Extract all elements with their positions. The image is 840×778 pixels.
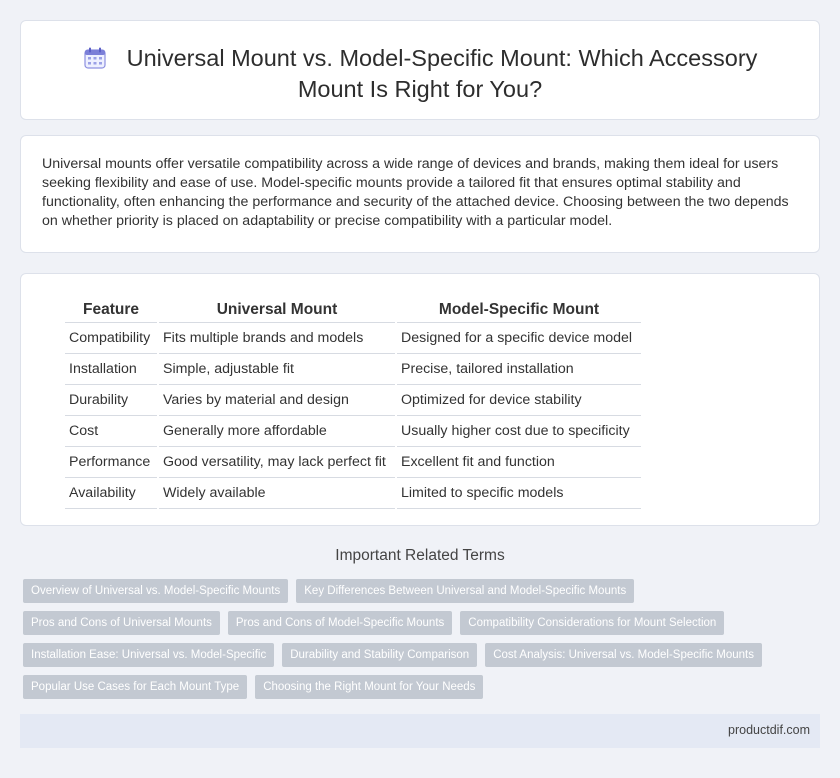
intro-card xyxy=(20,135,820,253)
universal-cell: Generally more affordable xyxy=(159,416,395,447)
header-feature: Feature xyxy=(65,297,157,323)
model-specific-cell: Excellent fit and function xyxy=(397,447,641,478)
footer-site-link[interactable]: productdif.com xyxy=(728,723,810,737)
header-universal-mount: Universal Mount xyxy=(159,297,395,323)
related-term-link[interactable]: Choosing the Right Mount for Your Needs xyxy=(255,675,483,699)
title-card xyxy=(20,20,820,120)
feature-cell: Durability xyxy=(65,385,157,416)
related-term-link[interactable]: Pros and Cons of Universal Mounts xyxy=(23,611,220,635)
universal-cell: Varies by material and design xyxy=(159,385,395,416)
table-row xyxy=(65,478,641,509)
universal-cell: Simple, adjustable fit xyxy=(159,354,395,385)
page-title xyxy=(21,43,819,105)
model-specific-cell: Precise, tailored installation xyxy=(397,354,641,385)
model-specific-cell: Limited to specific models xyxy=(397,478,641,509)
universal-cell: Fits multiple brands and models xyxy=(159,323,395,354)
universal-cell: Good versatility, may lack perfect fit xyxy=(159,447,395,478)
feature-cell: Cost xyxy=(65,416,157,447)
page-title-line-1: Universal Mount vs. Model-Specific Mount: Which Accessory xyxy=(126,45,758,71)
footer-bar xyxy=(20,714,820,748)
related-term-link[interactable]: Cost Analysis: Universal vs. Model-Specific Mounts xyxy=(485,643,762,667)
related-term-link[interactable]: Key Differences Between Universal and Model-Specific Mounts xyxy=(296,579,634,603)
related-term-link[interactable]: Popular Use Cases for Each Mount Type xyxy=(23,675,247,699)
table-row xyxy=(65,323,641,354)
table-header-row xyxy=(65,297,641,323)
related-term-link[interactable]: Compatibility Considerations for Mount Selection xyxy=(460,611,724,635)
related-term-link[interactable]: Durability and Stability Comparison xyxy=(282,643,477,667)
feature-cell: Availability xyxy=(65,478,157,509)
related-term-link[interactable]: Overview of Universal vs. Model-Specific Mounts xyxy=(23,579,288,603)
feature-cell: Performance xyxy=(65,447,157,478)
page-title-line-2: Mount Is Right for You? xyxy=(297,76,543,102)
feature-cell: Installation xyxy=(65,354,157,385)
related-terms-heading: Important Related Terms xyxy=(335,547,505,564)
table-row xyxy=(65,447,641,478)
table-row xyxy=(65,416,641,447)
model-specific-cell: Usually higher cost due to specificity xyxy=(397,416,641,447)
related-term-link[interactable]: Installation Ease: Universal vs. Model-Specific xyxy=(23,643,274,667)
related-term-link[interactable]: Pros and Cons of Model-Specific Mounts xyxy=(228,611,452,635)
comparison-card xyxy=(20,273,820,526)
universal-cell: Widely available xyxy=(159,478,395,509)
calendar-icon xyxy=(83,46,107,70)
model-specific-cell: Optimized for device stability xyxy=(397,385,641,416)
model-specific-cell: Designed for a specific device model xyxy=(397,323,641,354)
related-terms-list xyxy=(23,579,803,707)
intro-paragraph: Universal mounts offer versatile compatibility across a wide range of devices and brands, making them ideal for users seeking flexibility and ease of use. Model-specific mounts provide a tailored fit that ensures optimal stability and functionality, often enhancing the performance and security of the attached device. Choosing between the two depends on whether priority is placed on adaptability or precise compatibility with a particular model. xyxy=(42,156,789,229)
feature-cell: Compatibility xyxy=(65,323,157,354)
table-row xyxy=(65,354,641,385)
header-model-specific-mount: Model-Specific Mount xyxy=(397,297,641,323)
comparison-table xyxy=(63,297,643,509)
table-row xyxy=(65,385,641,416)
